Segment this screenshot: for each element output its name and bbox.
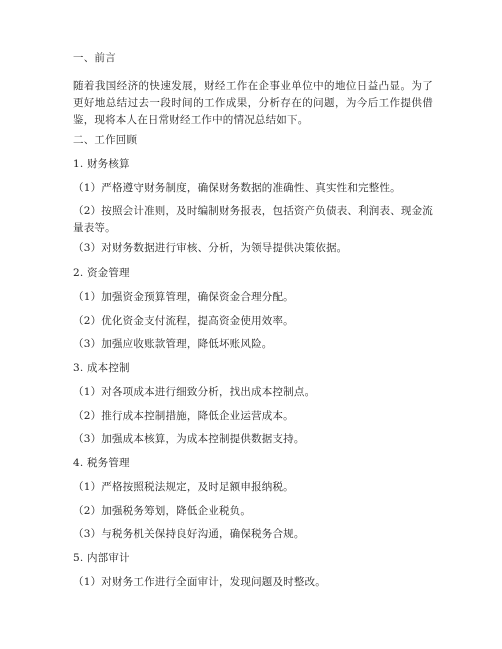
list-item: （1）对财务工作进行全面审计，发现问题及时整改。 bbox=[73, 576, 326, 588]
list-item: （3）加强成本核算，为成本控制提供数据支持。 bbox=[73, 433, 305, 445]
list-item: （3）加强应收账款管理，降低坏账风险。 bbox=[73, 338, 273, 350]
list-item: （1）严格遵守财务制度，确保财务数据的准确性、真实性和完整性。 bbox=[73, 182, 401, 194]
intro-paragraph: 随着我国经济的快速发展，财经工作在企事业单位中的地位日益凸显。为了更好地总结过去一段时间的工作成果，分析存在的问题，为今后工作提供借鉴，现将本人在日常财经工作中的情况总结如下。 bbox=[73, 80, 433, 126]
list-item: （2）按照会计准则，及时编制财务报表，包括资产负债表、利润表、现金流量表等。 bbox=[73, 205, 433, 234]
list-item: （3）对财务数据进行审核、分析，为领导提供决策依据。 bbox=[73, 242, 348, 254]
list-item: （2）加强税务筹划，降低企业税负。 bbox=[73, 505, 252, 517]
list-item: （2）推行成本控制措施，降低企业运营成本。 bbox=[73, 410, 294, 422]
subheading-cost-control: 3. 成本控制 bbox=[73, 362, 130, 374]
list-item: （1）严格按照税法规定，及时足额申报纳税。 bbox=[73, 481, 294, 493]
subheading-tax-management: 4. 税务管理 bbox=[73, 457, 130, 469]
list-item: （2）优化资金支付流程，提高资金使用效率。 bbox=[73, 315, 294, 327]
list-item: （1）加强资金预算管理，确保资金合理分配。 bbox=[73, 291, 294, 303]
list-item: （1）对各项成本进行细致分析，找出成本控制点。 bbox=[73, 386, 316, 398]
section-heading-preface: 一、前言 bbox=[73, 52, 116, 64]
subheading-accounting: 1. 财务核算 bbox=[73, 158, 130, 170]
list-item: （3）与税务机关保持良好沟通，确保税务合规。 bbox=[73, 528, 305, 540]
section-heading-review: 二、工作回顾 bbox=[73, 134, 138, 146]
subheading-fund-management: 2. 资金管理 bbox=[73, 267, 130, 279]
subheading-internal-audit: 5. 内部审计 bbox=[73, 552, 130, 564]
